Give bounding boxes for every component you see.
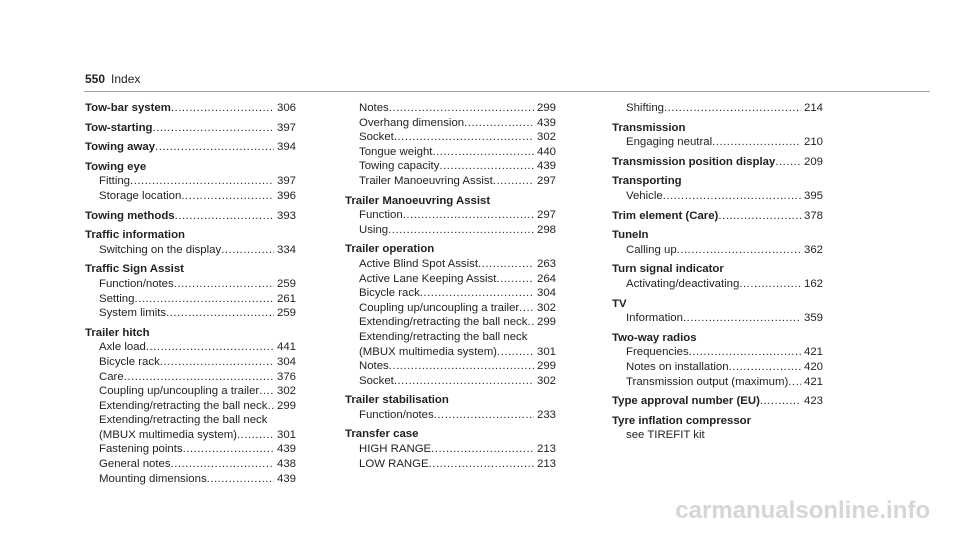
page-reference: 299 — [536, 316, 556, 329]
page-reference: 259 — [276, 307, 296, 320]
page-reference: 421 — [803, 375, 823, 388]
entry-label: Setting — [99, 292, 135, 305]
dot-leader — [403, 208, 534, 223]
entry-label: Extending/retracting the ball neck — [99, 414, 268, 427]
index-subentry — [612, 189, 823, 204]
entry-label: Transmission position display — [612, 155, 776, 168]
dot-leader — [134, 292, 274, 307]
index-subentry — [345, 345, 556, 360]
entry-label: Traffic information — [85, 229, 185, 242]
page-reference: 439 — [276, 443, 296, 456]
index-subentry — [345, 174, 556, 189]
page-reference: 393 — [276, 209, 296, 222]
dot-leader — [434, 408, 534, 423]
page-number: 550 — [85, 72, 106, 86]
dot-leader — [174, 277, 274, 292]
entry-label: Switching on the display — [99, 243, 222, 256]
index-subentry — [345, 272, 556, 287]
index-subentry — [612, 345, 823, 360]
index-entry — [345, 427, 556, 442]
index-entry — [85, 121, 296, 136]
index-subentry — [345, 101, 556, 116]
entry-label: Activating/deactivating — [626, 277, 740, 290]
page-reference: 259 — [276, 277, 296, 290]
index-subentry — [345, 315, 556, 330]
page-reference: 213 — [536, 457, 556, 470]
entry-label: Trailer stabilisation — [345, 394, 449, 407]
entry-label: Trim element (Care) — [612, 209, 719, 222]
page-reference: 439 — [536, 116, 556, 129]
entry-label: Towing away — [85, 141, 156, 154]
entry-label: Function/notes — [359, 408, 434, 421]
index-entry — [612, 174, 823, 189]
index-subentry — [85, 384, 296, 399]
index-subentry — [85, 292, 296, 307]
entry-label: Bicycle rack — [359, 287, 420, 300]
entry-label: (MBUX multimedia system) — [99, 428, 237, 441]
index-entry — [612, 262, 823, 277]
index-subentry — [345, 208, 556, 223]
entry-label: Transmission output (maximum) — [626, 375, 789, 388]
entry-label: Coupling up/uncoupling a trailer — [99, 385, 260, 398]
page-reference: 210 — [803, 136, 823, 149]
index-entry — [612, 297, 823, 312]
dot-leader — [207, 472, 274, 487]
index-subentry — [345, 130, 556, 145]
entry-label: Active Blind Spot Assist — [359, 257, 479, 270]
index-subentry — [612, 311, 823, 326]
index-entry — [85, 209, 296, 224]
entry-label: Function/notes — [99, 277, 174, 290]
page-reference: 264 — [536, 272, 556, 285]
dot-leader — [259, 384, 274, 399]
dot-leader — [689, 345, 801, 360]
index-subentry — [85, 399, 296, 414]
entry-label: Axle load — [99, 341, 146, 354]
page-reference: 301 — [276, 428, 296, 441]
page-reference: 299 — [536, 102, 556, 114]
section-label: Index — [111, 72, 141, 86]
page-header — [85, 72, 140, 86]
index-column-3 — [612, 101, 823, 443]
page-reference: 378 — [803, 209, 823, 222]
index-entry — [85, 160, 296, 175]
index-subentry — [345, 257, 556, 272]
index-subentry — [85, 243, 296, 258]
page-reference: 440 — [536, 145, 556, 158]
page-reference: 209 — [803, 155, 823, 168]
page-reference: 162 — [803, 277, 823, 290]
dot-leader — [394, 374, 534, 389]
entry-label: Transporting — [612, 175, 682, 188]
index-subentry — [612, 277, 823, 292]
dot-leader — [130, 174, 274, 189]
entry-label: Trailer Manoeuvring Assist — [345, 194, 491, 207]
page-reference: 301 — [536, 345, 556, 358]
page-reference: 297 — [536, 209, 556, 222]
dot-leader — [183, 442, 274, 457]
watermark: carmanualsonline.info — [675, 497, 930, 524]
entry-label: Information — [626, 312, 683, 325]
dot-leader — [439, 159, 534, 174]
index-subentry — [612, 428, 823, 443]
dot-leader — [664, 101, 801, 116]
index-subentry — [345, 330, 556, 345]
dot-leader — [493, 174, 534, 189]
index-subentry — [85, 442, 296, 457]
entry-label: Storage location — [99, 189, 182, 202]
entry-label: Two-way radios — [612, 331, 697, 344]
index-subentry — [345, 145, 556, 160]
dot-leader — [153, 121, 274, 136]
index-subentry — [345, 442, 556, 457]
index-entry — [612, 121, 823, 136]
dot-leader — [718, 209, 801, 224]
index-subentry — [85, 277, 296, 292]
entry-label: Coupling up/uncoupling a trailer — [359, 301, 520, 314]
dot-leader — [496, 272, 534, 287]
index-entry — [612, 331, 823, 346]
entry-label: Type approval number (EU) — [612, 395, 760, 408]
page-reference: 334 — [276, 243, 296, 256]
entry-label: System limits — [99, 307, 167, 320]
index-subentry — [85, 370, 296, 385]
entry-label: see TIREFIT kit — [626, 429, 705, 442]
entry-label: Function — [359, 209, 403, 222]
entry-label: TV — [612, 297, 627, 310]
entry-label: Towing capacity — [359, 160, 440, 173]
entry-label: Active Lane Keeping Assist — [359, 272, 497, 285]
entry-label: Tow-starting — [85, 121, 153, 134]
index-subentry — [612, 135, 823, 150]
index-subentry — [85, 472, 296, 487]
dot-leader — [739, 277, 801, 292]
entry-label: Care — [99, 370, 124, 383]
entry-label: Notes — [359, 360, 389, 373]
index-entry — [345, 393, 556, 408]
page-reference: 261 — [276, 292, 296, 305]
dot-leader — [166, 306, 274, 321]
entry-label: General notes — [99, 458, 171, 471]
index-subentry — [612, 375, 823, 390]
page-reference: 376 — [276, 370, 296, 383]
entry-label: Trailer Manoeuvring Assist — [359, 174, 493, 187]
header-divider — [84, 91, 930, 92]
page-reference: 397 — [276, 121, 296, 134]
index-subentry — [612, 360, 823, 375]
index-subentry — [85, 457, 296, 472]
page-reference: 299 — [536, 360, 556, 373]
index-entry — [85, 262, 296, 277]
dot-leader — [712, 135, 801, 150]
entry-label: Trailer operation — [345, 243, 435, 256]
index-entry — [612, 228, 823, 243]
index-subentry — [612, 101, 823, 116]
page-reference: 395 — [803, 189, 823, 202]
dot-leader — [663, 189, 801, 204]
index-subentry — [85, 189, 296, 204]
page-reference: 304 — [536, 287, 556, 300]
page-reference: 359 — [803, 312, 823, 325]
entry-label: Trailer hitch — [85, 326, 150, 339]
entry-label: Towing eye — [85, 160, 147, 173]
entry-label: Vehicle — [626, 189, 663, 202]
dot-leader — [181, 189, 274, 204]
index-entry — [85, 140, 296, 155]
entry-label: Bicycle rack — [99, 355, 160, 368]
dot-leader — [394, 130, 534, 145]
index-subentry — [345, 223, 556, 238]
index-subentry — [345, 301, 556, 316]
index-entry — [345, 194, 556, 209]
page-reference: 439 — [276, 472, 296, 485]
dot-leader — [221, 243, 274, 258]
index-subentry — [345, 159, 556, 174]
dot-leader — [464, 116, 534, 131]
index-entry — [85, 228, 296, 243]
dot-leader — [478, 257, 534, 272]
entry-label: (MBUX multimedia system) — [359, 345, 497, 358]
page-reference: 233 — [536, 408, 556, 421]
entry-label: Extending/retracting the ball neck — [359, 316, 528, 329]
page-reference: 420 — [803, 360, 823, 373]
index-subentry — [85, 413, 296, 428]
entry-label: Extending/retracting the ball neck — [99, 399, 268, 412]
dot-leader — [155, 140, 274, 155]
page-reference: 421 — [803, 346, 823, 359]
index-entry — [612, 394, 823, 409]
dot-leader — [171, 101, 274, 116]
page-reference: 298 — [536, 223, 556, 236]
page-reference: 396 — [276, 189, 296, 202]
entry-label: LOW RANGE — [359, 457, 429, 470]
entry-label: Shifting — [626, 102, 664, 114]
entry-label: Transmission — [612, 121, 686, 134]
index-subentry — [345, 286, 556, 301]
dot-leader — [389, 101, 534, 116]
page-reference: 299 — [276, 399, 296, 412]
index-subentry — [612, 243, 823, 258]
page-reference: 438 — [276, 458, 296, 471]
entry-label: Tow-bar system — [85, 102, 171, 114]
dot-leader — [431, 442, 534, 457]
page-reference: 297 — [536, 174, 556, 187]
dot-leader — [420, 286, 534, 301]
entry-label: Turn signal indicator — [612, 263, 724, 276]
entry-label: Notes — [359, 102, 389, 114]
index-subentry — [85, 340, 296, 355]
dot-leader — [788, 375, 801, 390]
entry-label: Towing methods — [85, 209, 175, 222]
dot-leader — [677, 243, 801, 258]
index-entry — [345, 242, 556, 257]
entry-label: TuneIn — [612, 229, 649, 242]
page-reference: 439 — [536, 160, 556, 173]
entry-label: Tongue weight — [359, 145, 433, 158]
dot-leader — [124, 370, 274, 385]
dot-leader — [497, 345, 534, 360]
page-reference: 394 — [276, 141, 296, 154]
entry-label: Traffic Sign Assist — [85, 263, 184, 276]
page-reference: 302 — [276, 385, 296, 398]
dot-leader — [175, 209, 274, 224]
page-reference: 306 — [276, 102, 296, 114]
dot-leader — [171, 457, 274, 472]
index-subentry — [85, 428, 296, 443]
index-column-1 — [85, 101, 296, 486]
page-reference: 362 — [803, 243, 823, 256]
index-entry — [612, 414, 823, 429]
page-reference: 423 — [803, 395, 823, 408]
entry-label: Socket — [359, 131, 394, 144]
entry-label: Engaging neutral — [626, 136, 713, 149]
index-subentry — [345, 359, 556, 374]
index-subentry — [345, 374, 556, 389]
index-subentry — [85, 306, 296, 321]
entry-label: Overhang dimension — [359, 116, 465, 129]
dot-leader — [760, 394, 801, 409]
index-entry — [85, 326, 296, 341]
entry-label: HIGH RANGE — [359, 443, 432, 456]
page-reference: 263 — [536, 257, 556, 270]
entry-label: Frequencies — [626, 346, 689, 359]
entry-label: Extending/retracting the ball neck — [359, 330, 528, 343]
dot-leader — [237, 428, 274, 443]
dot-leader — [388, 223, 534, 238]
dot-leader — [519, 301, 534, 316]
dot-leader — [432, 145, 534, 160]
entry-label: Fitting — [99, 175, 131, 188]
index-subentry — [345, 116, 556, 131]
page-reference: 304 — [276, 355, 296, 368]
dot-leader — [429, 457, 534, 472]
entry-label: Calling up — [626, 243, 677, 256]
entry-label: Mounting dimensions — [99, 472, 207, 485]
dot-leader — [389, 359, 534, 374]
index-subentry — [345, 408, 556, 423]
index-entry — [85, 101, 296, 116]
entry-label: Tyre inflation compressor — [612, 414, 752, 427]
index-subentry — [85, 174, 296, 189]
page-reference: 441 — [276, 341, 296, 354]
page-reference: 302 — [536, 131, 556, 144]
page-reference: 302 — [536, 374, 556, 387]
entry-label: Notes on installation — [626, 360, 729, 373]
dot-leader — [775, 155, 801, 170]
entry-label: Using — [359, 223, 389, 236]
dot-leader — [683, 311, 801, 326]
page-reference: 397 — [276, 175, 296, 188]
index-entry — [612, 209, 823, 224]
entry-label: Fastening points — [99, 443, 183, 456]
dot-leader — [729, 360, 801, 375]
index-column-2 — [345, 101, 556, 471]
index-subentry — [85, 355, 296, 370]
page-reference: 214 — [803, 102, 823, 114]
index-entry — [612, 155, 823, 170]
page-reference: 302 — [536, 301, 556, 314]
dot-leader — [146, 340, 274, 355]
entry-label: Transfer case — [345, 428, 419, 441]
entry-label: Socket — [359, 374, 394, 387]
dot-leader — [160, 355, 274, 370]
index-subentry — [345, 457, 556, 472]
page-reference: 213 — [536, 443, 556, 456]
